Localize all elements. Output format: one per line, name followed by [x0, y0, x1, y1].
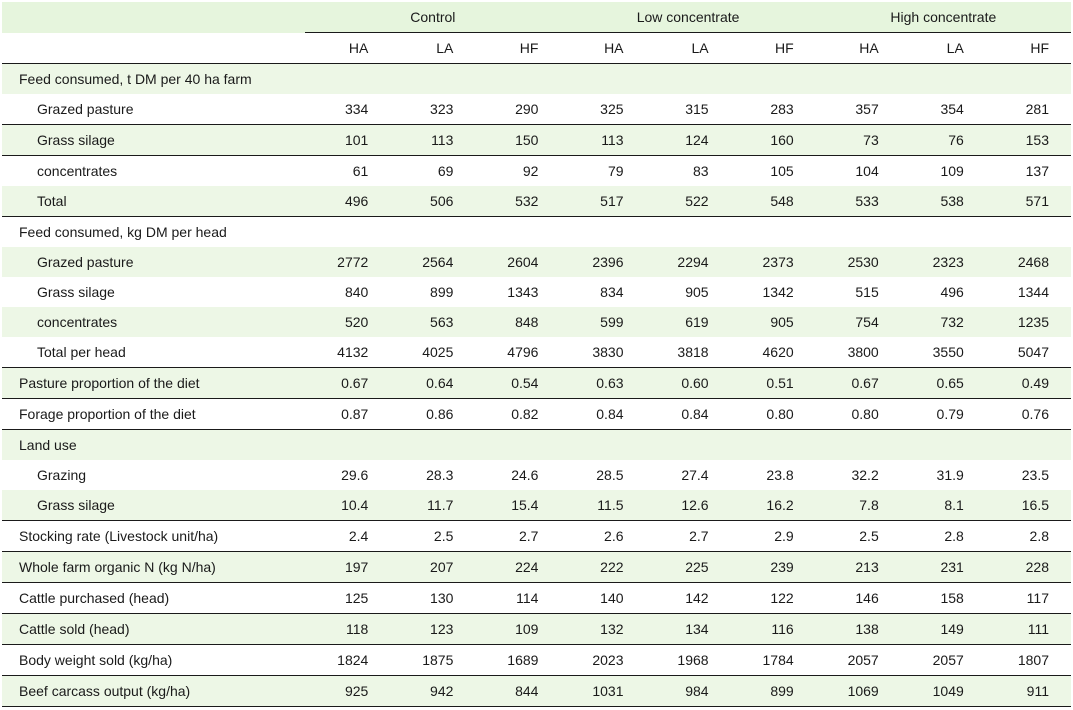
table-cell: 79 [560, 156, 645, 187]
table-cell: 517 [560, 186, 645, 217]
row-label: Pasture proportion of the diet [2, 368, 305, 399]
table-cell [305, 430, 390, 461]
table-cell: 1807 [986, 645, 1071, 676]
table-cell: 323 [390, 94, 475, 125]
table-cell: 29.6 [305, 460, 390, 490]
table-cell [646, 64, 731, 95]
table-cell: 76 [901, 125, 986, 156]
table-cell: 2604 [475, 247, 560, 277]
subcolumn-header: HF [986, 33, 1071, 64]
table-cell: 0.64 [390, 368, 475, 399]
table-cell: 24.6 [475, 460, 560, 490]
table-cell: 116 [731, 614, 816, 645]
data-table [2, 2, 1071, 707]
subcolumn-header: LA [901, 33, 986, 64]
table-cell: 28.5 [560, 460, 645, 490]
table-cell: 0.76 [986, 399, 1071, 430]
table-cell: 1824 [305, 645, 390, 676]
table-cell: 197 [305, 552, 390, 583]
table-cell [646, 430, 731, 461]
table-cell: 2.9 [731, 521, 816, 552]
table-cell: 2772 [305, 247, 390, 277]
table-cell: 840 [305, 277, 390, 307]
table-cell: 2.8 [986, 521, 1071, 552]
table-cell: 158 [901, 583, 986, 614]
table-cell: 619 [646, 307, 731, 337]
table-cell: 28.3 [390, 460, 475, 490]
table-cell: 142 [646, 583, 731, 614]
table-cell [390, 64, 475, 95]
table-cell: 496 [901, 277, 986, 307]
table-cell: 905 [731, 307, 816, 337]
row-label: concentrates [2, 307, 305, 337]
subcolumn-header: HF [475, 33, 560, 64]
table-cell: 281 [986, 94, 1071, 125]
table-cell: 117 [986, 583, 1071, 614]
table-cell: 109 [901, 156, 986, 187]
table-cell: 213 [816, 552, 901, 583]
table-cell: 113 [560, 125, 645, 156]
table-cell: 0.67 [816, 368, 901, 399]
table-cell: 140 [560, 583, 645, 614]
subcolumn-header-row [2, 33, 1071, 64]
table-cell: 0.67 [305, 368, 390, 399]
table-cell: 101 [305, 125, 390, 156]
table-cell: 2.4 [305, 521, 390, 552]
table-cell: 16.5 [986, 490, 1071, 521]
table-cell [986, 430, 1071, 461]
row-label: Grass silage [2, 490, 305, 521]
table-cell [986, 217, 1071, 248]
table-cell: 4025 [390, 337, 475, 368]
table-cell: 23.8 [731, 460, 816, 490]
table-cell: 2294 [646, 247, 731, 277]
table-cell: 2.8 [901, 521, 986, 552]
table-cell: 315 [646, 94, 731, 125]
table-cell: 2057 [901, 645, 986, 676]
table-cell: 7.8 [816, 490, 901, 521]
table-cell: 231 [901, 552, 986, 583]
row-label: concentrates [2, 156, 305, 187]
table-cell: 0.87 [305, 399, 390, 430]
table-cell: 4620 [731, 337, 816, 368]
table-cell [816, 64, 901, 95]
row-label: Whole farm organic N (kg N/ha) [2, 552, 305, 583]
row-label: Land use [2, 430, 305, 461]
subcolumn-header: HA [560, 33, 645, 64]
table-cell: 12.6 [646, 490, 731, 521]
table-cell: 4132 [305, 337, 390, 368]
table-row [2, 94, 1071, 125]
table-cell: 5047 [986, 337, 1071, 368]
table-cell: 11.7 [390, 490, 475, 521]
table-cell: 0.49 [986, 368, 1071, 399]
table-cell: 905 [646, 277, 731, 307]
table-cell: 16.2 [731, 490, 816, 521]
table-cell: 2530 [816, 247, 901, 277]
row-label: Total [2, 186, 305, 217]
row-label: Stocking rate (Livestock unit/ha) [2, 521, 305, 552]
row-label: Feed consumed, t DM per 40 ha farm [2, 64, 305, 95]
table-cell [816, 430, 901, 461]
table-cell: 4796 [475, 337, 560, 368]
table-cell: 0.65 [901, 368, 986, 399]
table-cell: 239 [731, 552, 816, 583]
table-cell: 149 [901, 614, 986, 645]
table-row [2, 156, 1071, 187]
table-cell: 538 [901, 186, 986, 217]
group-header-high-concentrate: High concentrate [816, 2, 1071, 33]
table-cell: 23.5 [986, 460, 1071, 490]
table-cell: 0.60 [646, 368, 731, 399]
table-cell: 2.5 [816, 521, 901, 552]
table-row [2, 277, 1071, 307]
table-cell: 925 [305, 676, 390, 707]
row-label: Forage proportion of the diet [2, 399, 305, 430]
table-cell: 520 [305, 307, 390, 337]
table-row [2, 186, 1071, 217]
table-cell: 899 [731, 676, 816, 707]
table-cell: 207 [390, 552, 475, 583]
table-cell: 3830 [560, 337, 645, 368]
table-cell [731, 64, 816, 95]
group-header-row [2, 2, 1071, 33]
table-cell: 942 [390, 676, 475, 707]
table-row [2, 125, 1071, 156]
table-cell: 123 [390, 614, 475, 645]
table-cell [390, 217, 475, 248]
table-cell: 754 [816, 307, 901, 337]
subcolumn-header: HA [816, 33, 901, 64]
table-row [2, 676, 1071, 707]
table-cell: 0.80 [731, 399, 816, 430]
table-cell: 11.5 [560, 490, 645, 521]
table-cell: 118 [305, 614, 390, 645]
table-cell: 2.7 [475, 521, 560, 552]
table-row [2, 460, 1071, 490]
table-cell: 354 [901, 94, 986, 125]
row-label: Body weight sold (kg/ha) [2, 645, 305, 676]
table-cell: 138 [816, 614, 901, 645]
table-row [2, 399, 1071, 430]
row-label: Grass silage [2, 125, 305, 156]
table-cell [390, 430, 475, 461]
row-label: Cattle purchased (head) [2, 583, 305, 614]
table-cell: 130 [390, 583, 475, 614]
table-cell: 1968 [646, 645, 731, 676]
table-cell: 2.7 [646, 521, 731, 552]
table-cell: 104 [816, 156, 901, 187]
table-row [2, 645, 1071, 676]
table-cell: 599 [560, 307, 645, 337]
table-row [2, 552, 1071, 583]
table-cell: 1049 [901, 676, 986, 707]
table-cell: 32.2 [816, 460, 901, 490]
table-cell: 10.4 [305, 490, 390, 521]
subcolumn-header: HF [731, 33, 816, 64]
table-cell: 1344 [986, 277, 1071, 307]
table-cell: 153 [986, 125, 1071, 156]
table-cell: 2323 [901, 247, 986, 277]
group-header-control: Control [305, 2, 560, 33]
table-cell: 1689 [475, 645, 560, 676]
table-cell: 2468 [986, 247, 1071, 277]
table-cell [731, 217, 816, 248]
table-row [2, 368, 1071, 399]
table-cell: 160 [731, 125, 816, 156]
table-cell: 109 [475, 614, 560, 645]
table-row [2, 337, 1071, 368]
subcolumn-header: LA [646, 33, 731, 64]
table-cell [560, 217, 645, 248]
table-cell: 1784 [731, 645, 816, 676]
table-cell [901, 64, 986, 95]
table-row [2, 217, 1071, 248]
table-cell: 0.63 [560, 368, 645, 399]
row-label: Feed consumed, kg DM per head [2, 217, 305, 248]
table-cell: 114 [475, 583, 560, 614]
table-row [2, 614, 1071, 645]
table-cell: 834 [560, 277, 645, 307]
table-cell: 31.9 [901, 460, 986, 490]
table-cell: 3800 [816, 337, 901, 368]
table-cell: 225 [646, 552, 731, 583]
subcolumn-header-blank [2, 33, 305, 64]
table-row [2, 490, 1071, 521]
table-body [2, 64, 1071, 707]
table-cell: 113 [390, 125, 475, 156]
table-cell: 69 [390, 156, 475, 187]
table-cell: 3818 [646, 337, 731, 368]
table-cell: 125 [305, 583, 390, 614]
table-cell: 844 [475, 676, 560, 707]
table-cell: 334 [305, 94, 390, 125]
table-cell: 2.6 [560, 521, 645, 552]
table-cell: 224 [475, 552, 560, 583]
table-cell: 83 [646, 156, 731, 187]
row-label: Beef carcass output (kg/ha) [2, 676, 305, 707]
table-cell: 911 [986, 676, 1071, 707]
table-cell: 124 [646, 125, 731, 156]
table-cell: 283 [731, 94, 816, 125]
table-cell: 105 [731, 156, 816, 187]
table-cell: 146 [816, 583, 901, 614]
table-cell [731, 430, 816, 461]
table-cell [560, 64, 645, 95]
subcolumn-header: LA [390, 33, 475, 64]
table-cell: 984 [646, 676, 731, 707]
table-cell: 732 [901, 307, 986, 337]
table-cell: 0.51 [731, 368, 816, 399]
table-row [2, 307, 1071, 337]
row-label: Cattle sold (head) [2, 614, 305, 645]
table-cell: 522 [646, 186, 731, 217]
table-cell: 325 [560, 94, 645, 125]
table-cell: 2023 [560, 645, 645, 676]
table-cell [475, 430, 560, 461]
table-cell: 2.5 [390, 521, 475, 552]
table-row [2, 583, 1071, 614]
table-cell: 2396 [560, 247, 645, 277]
table-cell [475, 217, 560, 248]
table-row [2, 247, 1071, 277]
table-cell: 357 [816, 94, 901, 125]
table-cell: 496 [305, 186, 390, 217]
table-cell: 0.80 [816, 399, 901, 430]
table-cell [901, 217, 986, 248]
table-row [2, 64, 1071, 95]
table-cell: 2373 [731, 247, 816, 277]
row-label: Total per head [2, 337, 305, 368]
row-label: Grazed pasture [2, 94, 305, 125]
row-label: Grazed pasture [2, 247, 305, 277]
table-cell: 563 [390, 307, 475, 337]
row-label: Grazing [2, 460, 305, 490]
table-cell: 111 [986, 614, 1071, 645]
table-cell: 137 [986, 156, 1071, 187]
table-cell [986, 64, 1071, 95]
table-cell: 15.4 [475, 490, 560, 521]
table-cell: 532 [475, 186, 560, 217]
table-cell [646, 217, 731, 248]
table-cell: 0.54 [475, 368, 560, 399]
table-cell: 134 [646, 614, 731, 645]
table-cell [816, 217, 901, 248]
table-cell: 515 [816, 277, 901, 307]
table-cell: 132 [560, 614, 645, 645]
table-row [2, 430, 1071, 461]
table-cell: 848 [475, 307, 560, 337]
table-cell: 506 [390, 186, 475, 217]
table-row [2, 521, 1071, 552]
table-cell [901, 430, 986, 461]
table-cell: 1235 [986, 307, 1071, 337]
table-cell: 222 [560, 552, 645, 583]
table-cell: 0.82 [475, 399, 560, 430]
table-cell: 899 [390, 277, 475, 307]
table-cell: 3550 [901, 337, 986, 368]
table-cell: 1875 [390, 645, 475, 676]
table-cell: 150 [475, 125, 560, 156]
table-cell: 0.79 [901, 399, 986, 430]
table-cell: 122 [731, 583, 816, 614]
group-header-low-concentrate: Low concentrate [560, 2, 815, 33]
table-cell [475, 64, 560, 95]
corner-cell [2, 2, 305, 33]
table-cell: 61 [305, 156, 390, 187]
table-cell: 571 [986, 186, 1071, 217]
table-cell: 290 [475, 94, 560, 125]
table-cell: 228 [986, 552, 1071, 583]
table-cell: 1031 [560, 676, 645, 707]
table-cell: 548 [731, 186, 816, 217]
table-cell: 2057 [816, 645, 901, 676]
table-cell: 2564 [390, 247, 475, 277]
table-cell: 92 [475, 156, 560, 187]
table-cell [305, 64, 390, 95]
table-cell: 8.1 [901, 490, 986, 521]
table-cell: 1069 [816, 676, 901, 707]
table-cell: 1343 [475, 277, 560, 307]
table-cell [305, 217, 390, 248]
table-cell [560, 430, 645, 461]
table-cell: 0.84 [646, 399, 731, 430]
table-cell: 73 [816, 125, 901, 156]
table-cell: 27.4 [646, 460, 731, 490]
subcolumn-header: HA [305, 33, 390, 64]
row-label: Grass silage [2, 277, 305, 307]
table-cell: 1342 [731, 277, 816, 307]
table-cell: 0.84 [560, 399, 645, 430]
table-cell: 533 [816, 186, 901, 217]
table-cell: 0.86 [390, 399, 475, 430]
